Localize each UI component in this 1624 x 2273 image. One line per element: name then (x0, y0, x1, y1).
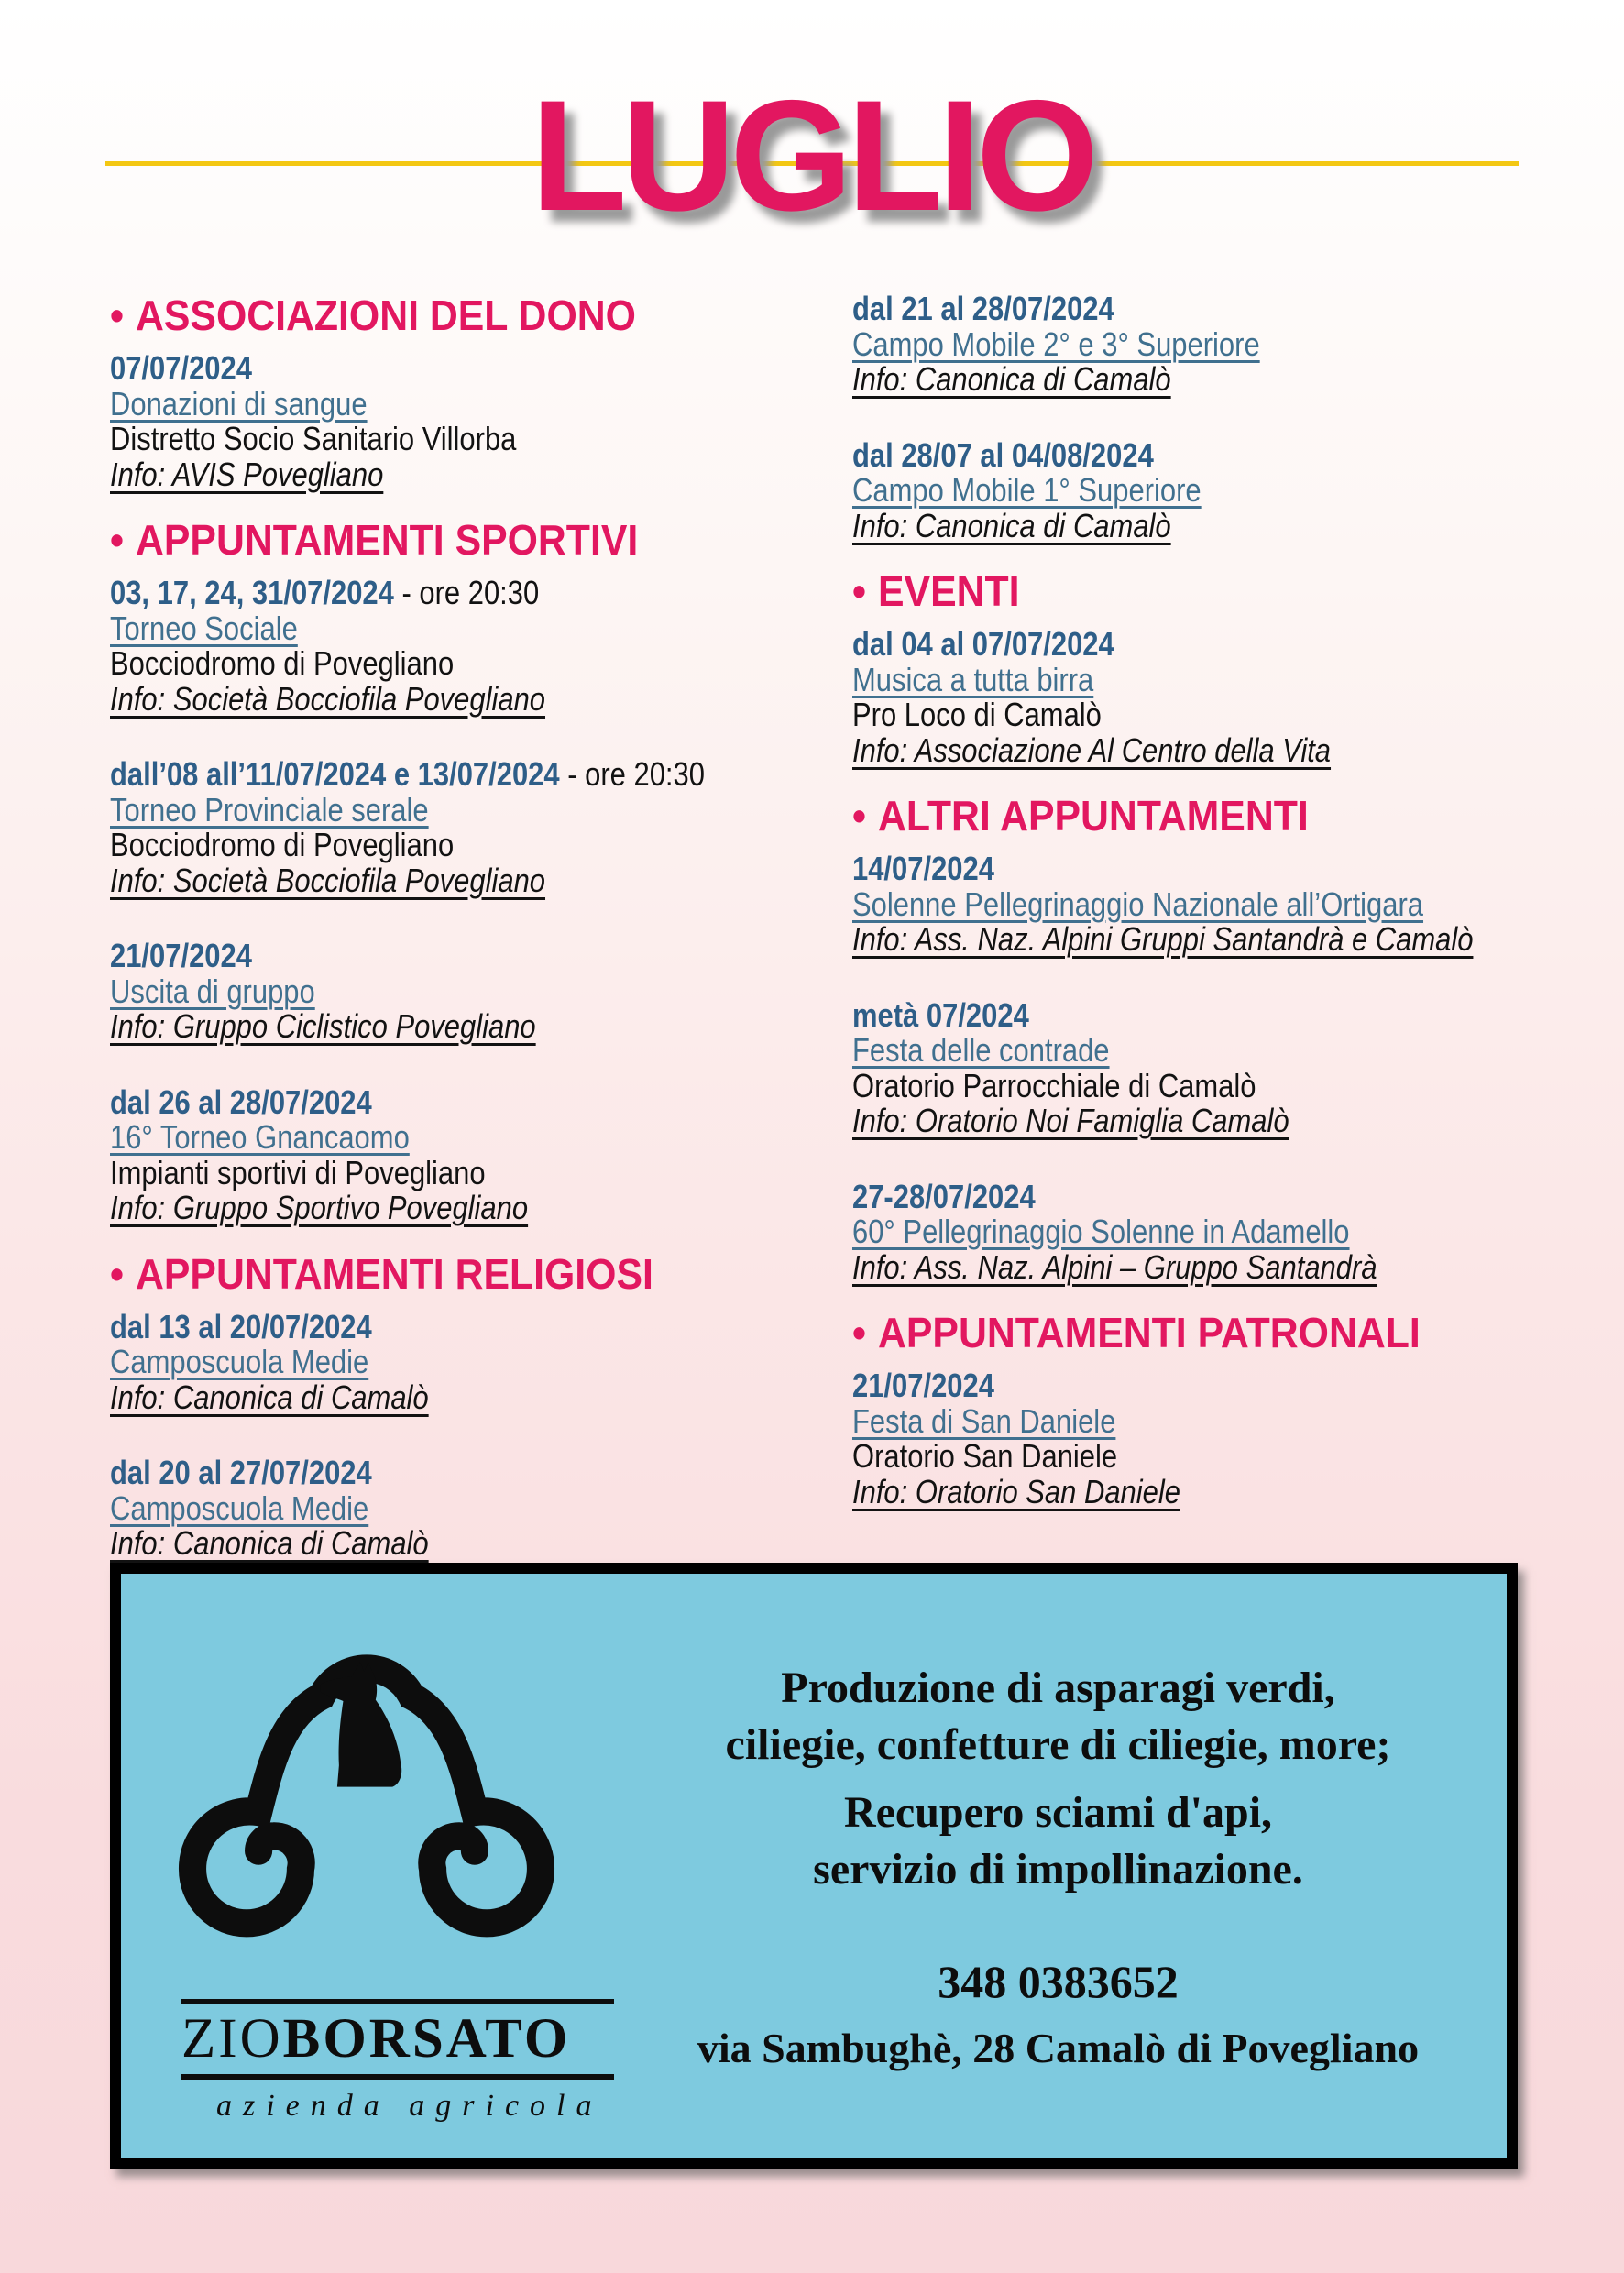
bullet-icon: • (852, 792, 866, 840)
event-link[interactable]: Torneo Provinciale serale (110, 790, 429, 829)
section-header (110, 516, 796, 564)
event-date: dal 04 al 07/07/2024 (852, 625, 1114, 663)
ad-line: ciliegie, confetture di ciliegie, more; (725, 1720, 1391, 1769)
section-header-label: ALTRI APPUNTAMENTI (878, 792, 1309, 840)
section-header (110, 1250, 796, 1298)
advertisement-box (110, 1563, 1518, 2169)
event-info: Info: Oratorio San Daniele (852, 1472, 1180, 1510)
event-info: Info: Canonica di Camalò (110, 1524, 429, 1562)
event-info: Info: Canonica di Camalò (852, 360, 1171, 398)
event-link[interactable]: Campo Mobile 1° Superiore (852, 471, 1202, 509)
section-header (852, 1309, 1475, 1356)
section-header (110, 291, 796, 339)
event-info: Info: Oratorio Noi Famiglia Camalò (852, 1102, 1289, 1139)
right-column (852, 291, 1521, 1511)
event-entry (852, 1368, 1521, 1510)
bullet-icon: • (110, 1249, 124, 1298)
event-link[interactable]: Festa di San Daniele (852, 1401, 1116, 1440)
event-entry (110, 939, 848, 1045)
event-link[interactable]: Solenne Pellegrinaggio Nazionale all’Ortigara (852, 884, 1424, 923)
event-link[interactable]: Uscita di gruppo (110, 972, 315, 1010)
event-entry (852, 627, 1521, 768)
bullet-icon: • (852, 1309, 866, 1356)
bullet-icon: • (110, 516, 124, 564)
page-title: LUGLIO (531, 68, 1093, 244)
event-info: Info: Canonica di Camalò (852, 506, 1171, 544)
section-header (852, 792, 1475, 840)
event-link[interactable]: Campo Mobile 2° e 3° Superiore (852, 324, 1260, 363)
logo-rule-top (181, 1999, 614, 2004)
section-header (852, 567, 1475, 615)
event-date: 21/07/2024 (852, 1367, 994, 1404)
event-info: Info: Società Bocciofila Povegliano (110, 861, 546, 899)
ad-line: Recupero sciami d'api, (843, 1788, 1273, 1837)
event-venue: Pro Loco di Camalò (852, 696, 1102, 733)
event-date: 14/07/2024 (852, 850, 994, 887)
event-venue: Bocciodromo di Povegliano (110, 826, 455, 863)
event-date: dal 20 al 27/07/2024 (110, 1454, 372, 1491)
event-link[interactable]: Musica a tutta birra (852, 660, 1094, 698)
event-date: dal 13 al 20/07/2024 (110, 1307, 372, 1345)
section-appuntamenti-religiosi (110, 1250, 848, 1562)
event-entry (852, 435, 1521, 544)
event-time: - ore 20:30 (393, 574, 540, 611)
event-entry (852, 995, 1521, 1139)
brand-name-borsato: BORSATO (282, 2008, 571, 2070)
event-venue: Oratorio Parrocchiale di Camalò (852, 1066, 1256, 1104)
event-venue: Oratorio San Daniele (852, 1437, 1118, 1475)
section-altri-appuntamenti (852, 792, 1521, 1285)
section-header-label: APPUNTAMENTI PATRONALI (878, 1309, 1421, 1356)
event-entry (852, 851, 1521, 958)
event-date: 07/07/2024 (110, 349, 252, 387)
event-date: 03, 17, 24, 31/07/2024 (110, 574, 394, 611)
event-link[interactable]: Camposcuola Medie (110, 1343, 369, 1380)
event-entry (110, 576, 848, 717)
section-eventi (852, 567, 1521, 768)
event-info: Info: Canonica di Camalò (110, 1378, 429, 1416)
section-religiosi-continuation (852, 291, 1521, 544)
ad-text-block (620, 1660, 1496, 2074)
brand-name (181, 2008, 614, 2070)
bullet-icon: • (852, 567, 866, 615)
brand-tagline: azienda agricola (216, 2089, 603, 2123)
event-date: dal 26 al 28/07/2024 (110, 1082, 372, 1121)
event-info: Info: Società Bocciofila Povegliano (110, 679, 546, 718)
event-entry (110, 1082, 848, 1226)
event-date: dall’08 all’11/07/2024 e 13/07/2024 (110, 755, 560, 793)
event-link[interactable]: Torneo Sociale (110, 609, 298, 647)
event-entry (110, 351, 848, 492)
event-info: Info: Ass. Naz. Alpini Gruppi Santandrà e Camalò (852, 920, 1474, 958)
event-info: Info: Associazione Al Centro della Vita (852, 730, 1332, 769)
event-entry (110, 1455, 848, 1562)
logo-rule-bottom (181, 2074, 614, 2080)
ad-phone-number: 348 0383652 (938, 1956, 1179, 2007)
section-header-label: APPUNTAMENTI SPORTIVI (136, 516, 639, 564)
event-time: - ore 20:30 (559, 755, 705, 793)
section-associazioni-del-dono (110, 291, 848, 492)
event-link[interactable]: 16° Torneo Gnancaomo (110, 1118, 410, 1156)
event-venue: Impianti sportivi di Povegliano (110, 1153, 486, 1191)
section-appuntamenti-patronali (852, 1309, 1521, 1510)
brand-name-zio: ZIO (181, 2008, 283, 2070)
event-link[interactable]: Festa delle contrade (852, 1031, 1110, 1069)
section-header-label: ASSOCIAZIONI DEL DONO (136, 291, 636, 339)
event-date: dal 21 al 28/07/2024 (852, 290, 1114, 327)
bullet-icon: • (110, 291, 124, 339)
event-date: dal 28/07 al 04/08/2024 (852, 435, 1154, 474)
dog-swirl-logo-mark (159, 1614, 574, 1941)
event-venue: Distretto Socio Sanitario Villorba (110, 420, 517, 457)
event-link[interactable]: Camposcuola Medie (110, 1488, 369, 1527)
event-entry (110, 757, 848, 898)
section-header-label: EVENTI (878, 567, 1020, 615)
event-date: 21/07/2024 (110, 937, 252, 974)
event-venue: Bocciodromo di Povegliano (110, 644, 455, 682)
left-column (110, 291, 848, 1564)
event-entry (110, 1307, 848, 1416)
event-info: Info: Gruppo Sportivo Povegliano (110, 1189, 529, 1226)
ad-line: Produzione di asparagi verdi, (781, 1664, 1335, 1712)
event-info: Info: Gruppo Ciclistico Povegliano (110, 1007, 536, 1045)
event-info: Info: AVIS Povegliano (110, 455, 384, 493)
section-header-label: APPUNTAMENTI RELIGIOSI (136, 1249, 653, 1298)
event-link[interactable]: 60° Pellegrinaggio Solenne in Adamello (852, 1213, 1350, 1250)
ad-line: servizio di impollinazione. (813, 1845, 1303, 1894)
event-info: Info: Ass. Naz. Alpini – Gruppo Santandrà (852, 1247, 1377, 1286)
event-entry (852, 1177, 1521, 1286)
ad-address: via Sambughè, 28 Camalò di Povegliano (697, 2025, 1420, 2071)
event-date: metà 07/2024 (852, 995, 1029, 1034)
event-date: 27-28/07/2024 (852, 1177, 1036, 1215)
section-appuntamenti-sportivi (110, 516, 848, 1226)
event-entry (852, 291, 1521, 398)
event-link[interactable]: Donazioni di sangue (110, 384, 368, 423)
